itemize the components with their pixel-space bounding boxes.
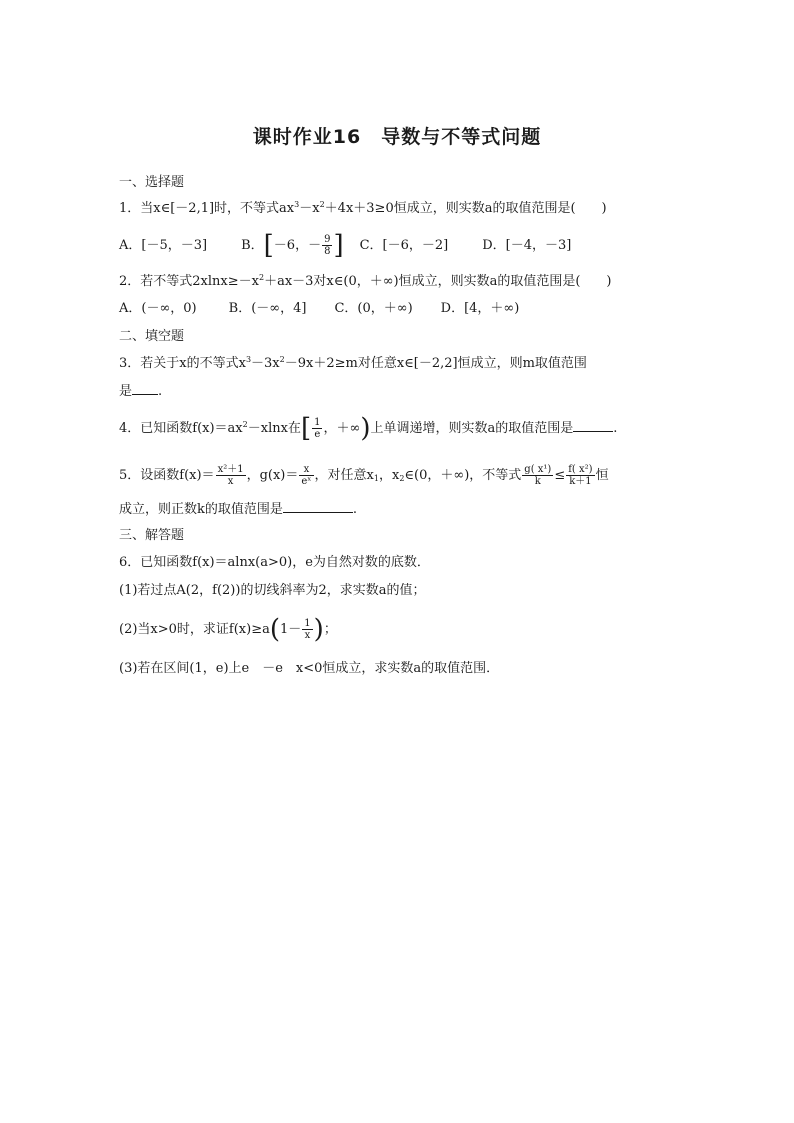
answer-blank[interactable] — [573, 419, 613, 432]
page-title: 课时作业16 导数与不等式问题 — [252, 126, 542, 148]
option-c: C．[－6，－2] — [359, 238, 449, 253]
question-6-stem: 6．已知函数f(x)＝alnx(a>0)，e为自然对数的底数． — [119, 555, 430, 570]
option-c: C．(0，＋∞) — [334, 301, 413, 316]
question-1-stem: 1．当x∈[－2,1]时，不等式$ax^3-x^2+4x+3\ge 0$恒成立，则实数a的取值范围是( ) — [119, 200, 607, 216]
option-d: D．[－4，－3] — [482, 238, 572, 253]
question-5-stem: 5．设函数f(x)＝ $\frac{\text{x²＋1}}{x}$ ，g(x)＝ $\frac{x}{\text{eˣ}}$ ，对任意$x_1$，$x_2\in(0$，＋∞)，不等式 $\frac{\text{g( x¹)}}{k}$ ≤ $\frac{\text{f( x²)}}{k+1}$ 恒 — [119, 464, 609, 487]
question-2-stem: 2．若不等式$2xlnx\ge-x^2+ax-3$对x∈(0，＋∞)恒成立，则实数a的取值范围是( ) — [119, 273, 612, 289]
option-a: A．(－∞，0) — [119, 301, 197, 316]
answer-blank[interactable] — [132, 382, 158, 395]
question-6-part-3: (3)若在区间(1，e)上e －e x<0恒成立，求实数a的取值范围． — [119, 661, 500, 676]
question-6-part-2: (2)当x>0时，求证f(x)≥a(1－ $\frac{1}{x}$ )； — [119, 614, 337, 645]
question-5-answer-line: 成立，则正数k的取值范围是 . — [119, 502, 358, 517]
answer-blank[interactable] — [283, 500, 353, 513]
question-6-part-1: (1)若过点A(2，f(2))的切线斜率为2，求实数a的值； — [119, 583, 426, 598]
question-3-stem: 3．若关于x的不等式$x^3-3x^2-9x+2\ge m$对任意x∈[－2,2]恒成立，则m取值范围 — [119, 355, 587, 371]
option-d: D．[4，＋∞) — [440, 301, 520, 316]
section-heading-solve: 三、解答题 — [119, 528, 185, 543]
question-4-stem: 4．已知函数$f(x)=ax^2-xlnx$在[ $\frac{1}{e}$ ，＋∞)上单调递增，则实数a的取值范围是 . — [119, 413, 618, 444]
option-a: A．[－5，－3] — [119, 238, 208, 253]
option-b: B．(－∞，4] — [228, 301, 307, 316]
option-b: B．[－6，－ $\frac{9}{8}$ ] — [241, 230, 344, 261]
question-2-options — [119, 300, 519, 318]
question-3-answer-line: 是 . — [119, 384, 163, 399]
question-1-options — [119, 230, 572, 261]
section-heading-fill: 二、填空题 — [119, 329, 185, 344]
section-heading-choice: 一、选择题 — [119, 175, 185, 190]
